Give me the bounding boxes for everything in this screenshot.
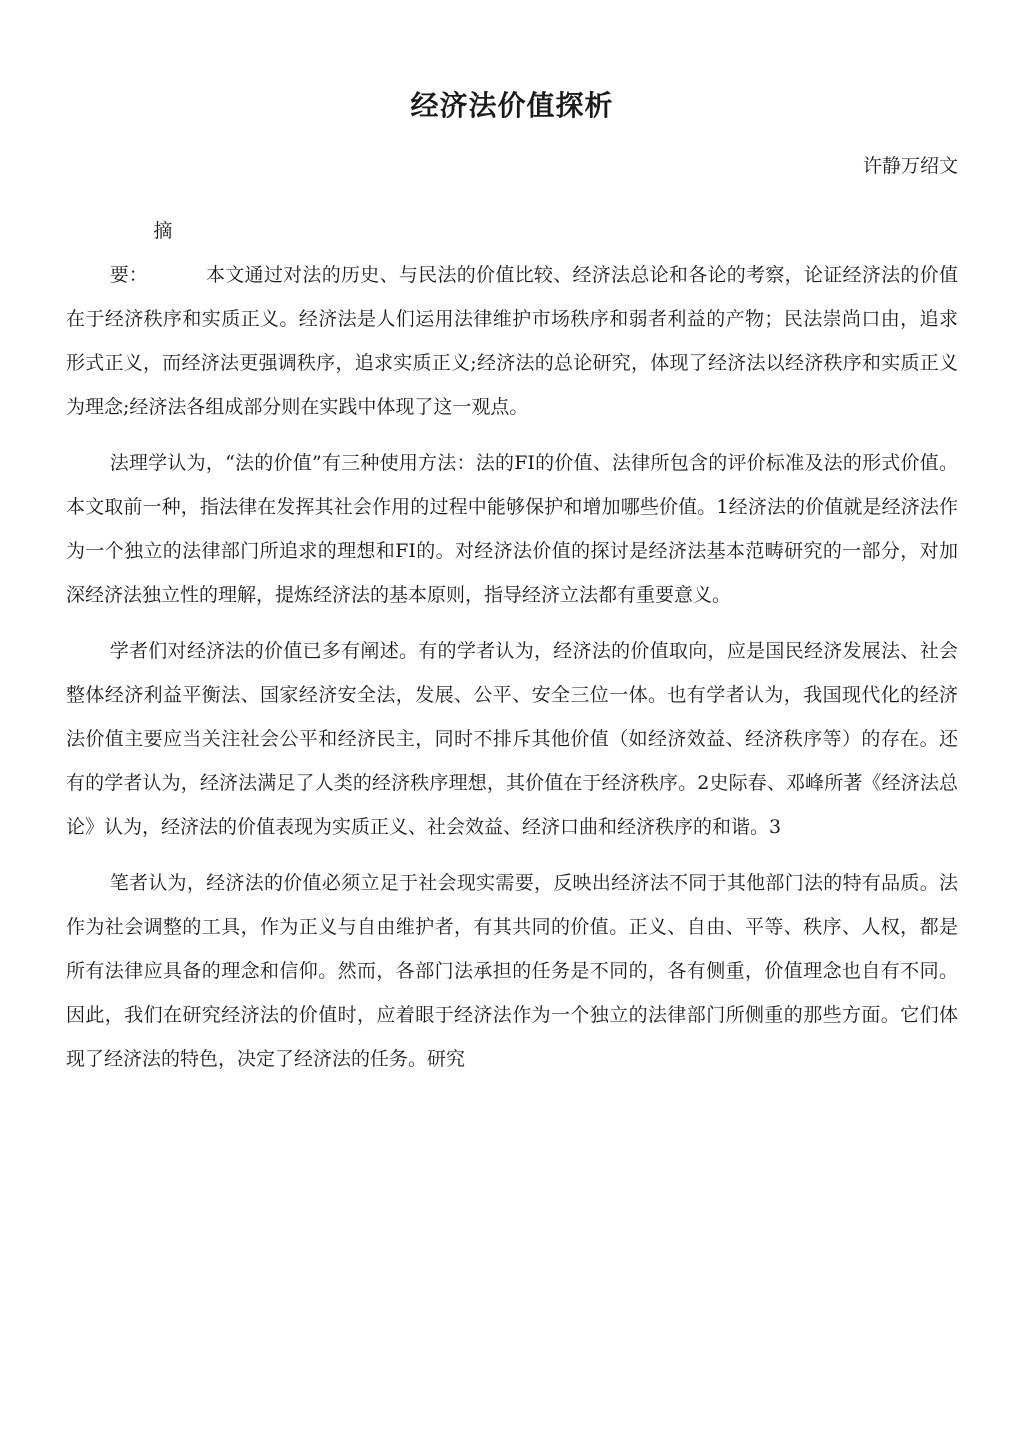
- document-authors: 许静万绍文: [862, 155, 958, 177]
- body-paragraph-3: 笔者认为，经济法的价值必须立足于社会现实需要，反映出经济法不同于其他部门法的特有品质。法作为社会调整的工具，作为正义与自由维护者，有其共同的价值。正义、自由、平等、秩序、人权，都是所有法律应具备的理念和信仰。然而，各部门法承担的任务是不同的，各有侧重，价值理念也自有不同。因此，我们在研究经济法的价值时，应着眼于经济法作为一个独立的法律部门所侧重的那些方面。它们体现了经济法的特色，决定了经济法的任务。研究: [66, 872, 958, 1070]
- document-body: [66, 209, 958, 1093]
- document-title: 经济法价值探析: [410, 89, 614, 122]
- abstract-label: 摘 要：: [109, 220, 211, 286]
- body-paragraph-2: 学者们对经济法的价值已多有阐述。有的学者认为，经济法的价值取向，应是国民经济发展法、社会整体经济利益平衡法、国家经济安全法，发展、公平、安全三位一体。也有学者认为，我国现代化的经济法价值主要应当关注社会公平和经济民主，同时不排斥其他价值（如经济效益、经济秩序等）的存在。还有的学者认为，经济法满足了人类的经济秩序理想，其价值在于经济秩序。2史际春、邓峰所著《经济法总论》认为，经济法的价值表现为实质正义、社会效益、经济口曲和经济秩序的和谐。3: [66, 640, 958, 838]
- body-paragraph-1: 法理学认为，“法的价值”有三种使用方法：法的FI的价值、法律所包含的评价标准及法的形式价值。本文取前一种，指法律在发挥其社会作用的过程中能够保护和增加哪些价值。1经济法的价值就是经济法作为一个独立的法律部门所追求的理想和FI的。对经济法价值的探讨是经济法基本范畴研究的一部分，对加深经济法独立性的理解，提炼经济法的基本原则，指导经济立法都有重要意义。: [66, 452, 958, 606]
- abstract-paragraph: [66, 209, 958, 429]
- abstract-text: 本文通过对法的历史、与民法的价值比较、经济法总论和各论的考察，论证经济法的价值在于经济秩序和实质正义。经济法是人们运用法律维护市场秩序和弱者利益的产物；民法崇尚口由，追求形式正义，而经济法更强调秩序，追求实质正义;经济法的总论研究，体现了经济法以经济秩序和实质正义为理念;经济法各组成部分则在实践中体现了这一观点。: [66, 264, 958, 418]
